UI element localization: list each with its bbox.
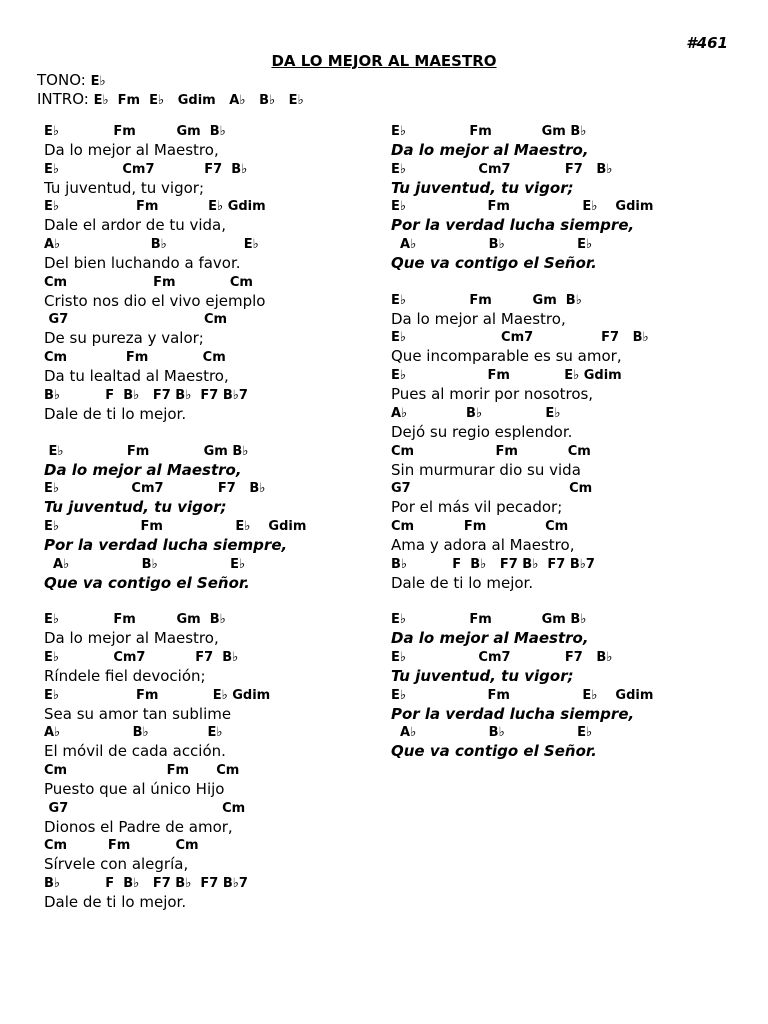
- chord-line: B♭ F B♭ F7 B♭ F7 B♭7: [44, 876, 248, 892]
- lyric-line: Por el más vil pecador;: [391, 498, 563, 517]
- chord-line: E♭ Cm7 F7 B♭: [391, 649, 613, 665]
- chord-line: E♭ Fm E♭ Gdim: [391, 199, 654, 215]
- right-column: [391, 122, 736, 779]
- key-label: TONO:: [37, 71, 91, 89]
- lyric-line: Del bien luchando a favor.: [44, 254, 241, 273]
- lyric-line: Da lo mejor al Maestro,: [44, 141, 219, 159]
- song-title: DA LO MEJOR AL MAESTRO: [271, 52, 497, 70]
- intro-label: INTRO:: [37, 90, 94, 108]
- chord-line: A♭ B♭ E♭: [391, 725, 593, 741]
- lyric-line: Sea su amor tan sublime: [44, 704, 232, 723]
- lyric-line: Tu juventud, tu vigor;: [391, 178, 574, 197]
- lyric-line: Tu juventud, tu vigor;: [44, 178, 205, 197]
- chord-line: A♭ B♭ E♭: [44, 556, 246, 572]
- verse-stanza: [44, 610, 389, 912]
- lyric-line: Da lo mejor al Maestro,: [44, 460, 242, 479]
- lyric-line: Dale de ti lo mejor.: [391, 573, 534, 592]
- intro-chords: E♭ Fm E♭ Gdim A♭ B♭ E♭: [93, 93, 304, 108]
- lyric-line: Por la verdad lucha siempre,: [391, 216, 635, 235]
- chorus-stanza: [391, 122, 736, 273]
- lyric-line: Tu juventud, tu vigor;: [44, 498, 227, 517]
- lyric-line: Que va contigo el Señor.: [391, 254, 597, 273]
- chord-line: E♭ Fm E♭ Gdim: [44, 518, 307, 534]
- lyric-line: Da lo mejor al Maestro,: [391, 629, 589, 648]
- chord-line: B♭ F B♭ F7 B♭ F7 B♭7: [391, 556, 595, 572]
- lyric-line: Da lo mejor al Maestro,: [391, 309, 566, 328]
- chord-line: A♭ B♭ E♭: [391, 405, 561, 421]
- chord-line: E♭ Cm7 F7 B♭: [44, 161, 248, 177]
- key-line: [37, 71, 106, 91]
- chord-line: Cm Fm Cm: [391, 443, 591, 459]
- lyric-line: Que incomparable es su amor,: [391, 347, 622, 366]
- lyric-line: De su pureza y valor;: [44, 329, 204, 348]
- lyric-line: Cristo nos dio el vivo ejemplo: [44, 291, 266, 310]
- lyric-line: Sírvele con alegría,: [44, 855, 189, 874]
- chord-line: B♭ F B♭ F7 B♭ F7 B♭7: [44, 387, 248, 403]
- lyric-line: Que va contigo el Señor.: [391, 742, 597, 761]
- chord-line: G7 Cm: [391, 481, 593, 497]
- chord-line: Cm Fm Cm: [44, 838, 199, 854]
- key-value: E♭: [90, 74, 106, 89]
- lyric-line: Dejó su regio esplendor.: [391, 422, 573, 441]
- chord-line: G7 Cm: [44, 800, 246, 816]
- lyric-line: Da lo mejor al Maestro,: [44, 629, 219, 648]
- chord-line: E♭ Cm7 F7 B♭: [44, 481, 266, 497]
- verse-stanza: [44, 122, 389, 424]
- lyric-line: Da tu lealtad al Maestro,: [44, 367, 229, 386]
- lyric-line: Pues al morir por nosotros,: [391, 385, 594, 404]
- chord-line: E♭ Fm E♭ Gdim: [391, 368, 622, 384]
- intro-line: [37, 90, 304, 110]
- chord-line: E♭ Fm Gm B♭: [44, 124, 226, 139]
- chorus-stanza: [391, 610, 736, 761]
- chord-line: E♭ Fm Gm B♭: [391, 612, 587, 628]
- chord-line: E♭ Cm7 F7 B♭: [391, 161, 613, 177]
- chord-line: E♭ Cm7 F7 B♭: [391, 330, 649, 346]
- chord-line: G7 Cm: [44, 312, 228, 328]
- chord-line: E♭ Fm E♭ Gdim: [44, 199, 266, 215]
- lyric-line: Ama y adora al Maestro,: [391, 535, 575, 554]
- lyric-line: Da lo mejor al Maestro,: [391, 141, 589, 159]
- lyric-line: El móvil de cada acción.: [44, 742, 226, 761]
- lyric-line: Por la verdad lucha siempre,: [391, 704, 635, 723]
- verse-stanza: [391, 291, 736, 593]
- chord-line: A♭ B♭ E♭: [391, 237, 593, 253]
- chord-line: Cm Fm Cm: [44, 763, 240, 778]
- chord-line: A♭ B♭ E♭: [44, 725, 223, 741]
- chord-line: A♭ B♭ E♭: [44, 237, 259, 253]
- chord-line: E♭ Fm Gm B♭: [44, 612, 226, 628]
- chord-line: E♭ Cm7 F7 B♭: [44, 649, 239, 665]
- chord-line: Cm Fm Cm: [391, 518, 569, 534]
- chord-line: Cm Fm Cm: [44, 350, 226, 366]
- lyric-line: Que va contigo el Señor.: [44, 573, 250, 592]
- chord-line: E♭ Fm Gm B♭: [391, 124, 587, 139]
- lyric-line: Tu juventud, tu vigor;: [391, 666, 574, 685]
- lyric-line: Dionos el Padre de amor,: [44, 817, 233, 836]
- lyric-line: Dale el ardor de tu vida,: [44, 216, 226, 235]
- lyric-line: Ríndele fiel devoción;: [44, 666, 206, 685]
- lyric-line: Por la verdad lucha siempre,: [44, 535, 288, 554]
- chord-line: E♭ Fm Gm B♭: [391, 292, 582, 308]
- page-number: #461: [686, 34, 728, 52]
- chorus-stanza: [44, 442, 389, 593]
- chord-line: E♭ Fm E♭ Gdim: [44, 687, 271, 703]
- lyric-line: Dale de ti lo mejor.: [44, 404, 187, 423]
- left-column: [44, 122, 389, 930]
- lyric-line: Puesto que al único Hijo: [44, 780, 225, 798]
- chord-line: E♭ Fm Gm B♭: [44, 443, 249, 459]
- lyric-line: Sin murmurar dio su vida: [391, 460, 581, 479]
- chord-line: E♭ Fm E♭ Gdim: [391, 687, 654, 703]
- lyric-line: Dale de ti lo mejor.: [44, 893, 187, 912]
- chord-line: Cm Fm Cm: [44, 274, 253, 290]
